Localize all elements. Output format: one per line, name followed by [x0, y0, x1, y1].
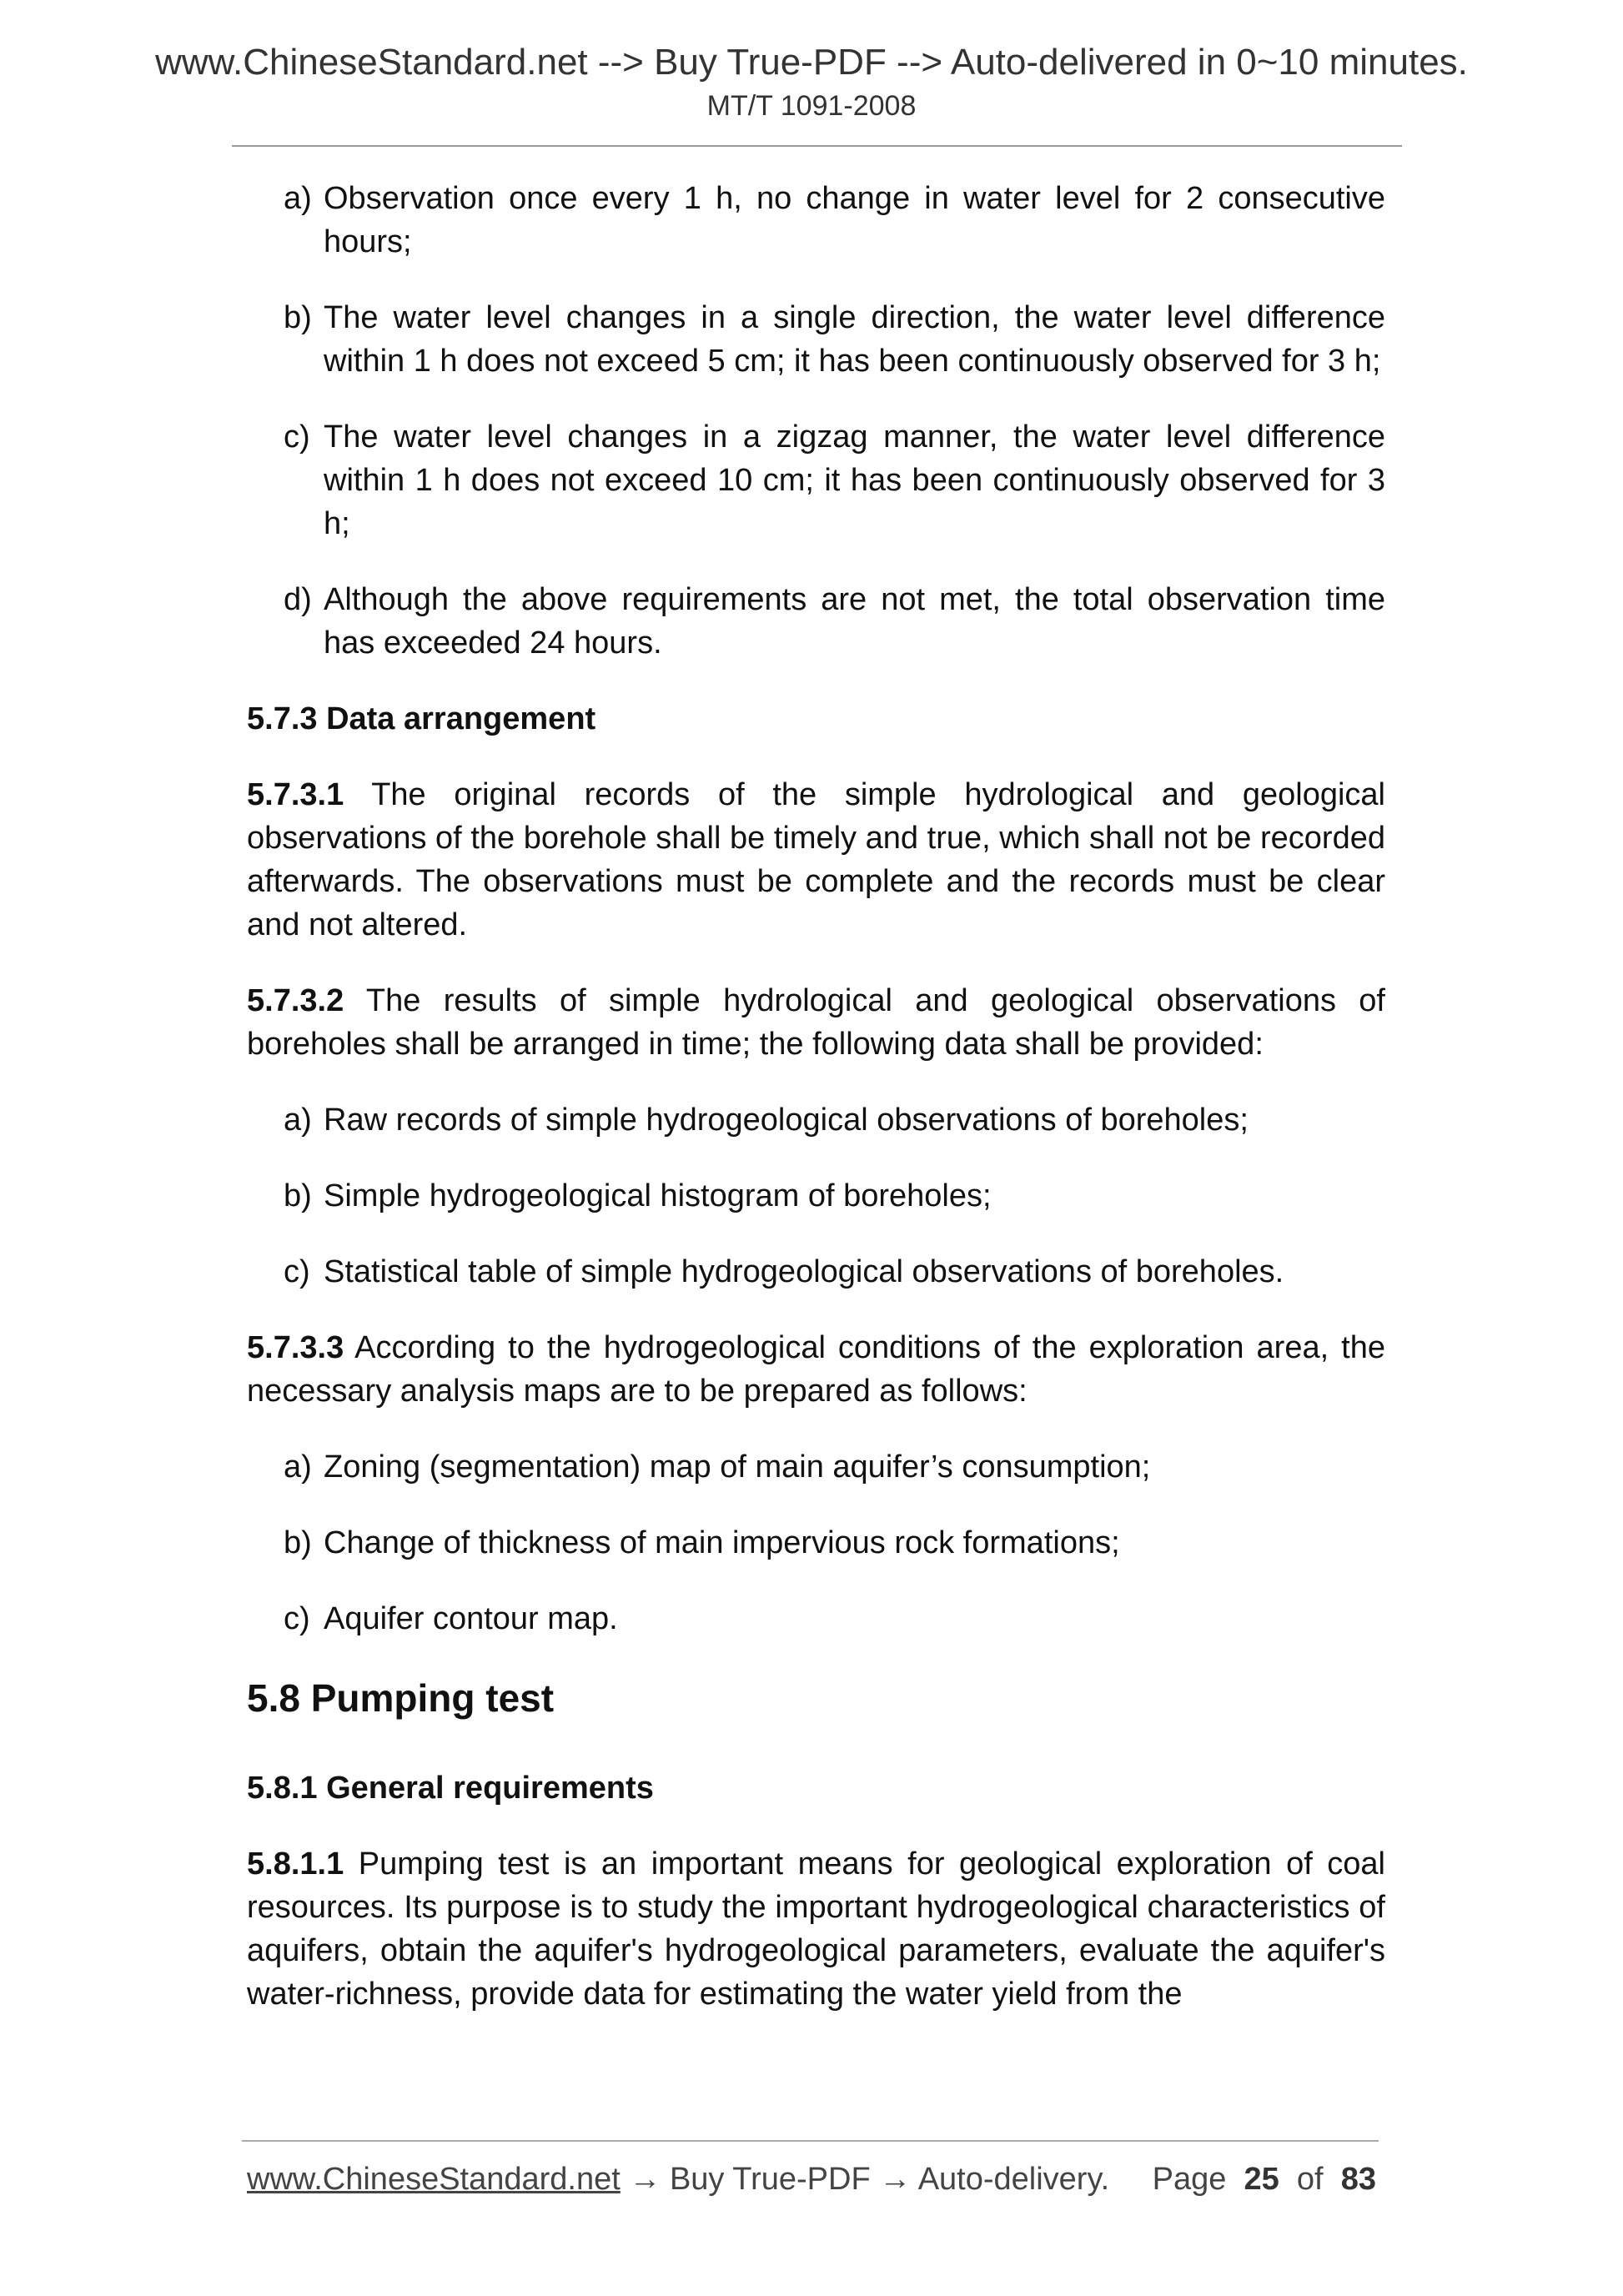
- list-item: [247, 1445, 1385, 1489]
- list-label: c): [284, 420, 310, 455]
- clause-text: According to the hydrogeological conditions of the exploration area, the necessary analysis maps are to be prepared as follows:: [247, 1330, 1385, 1409]
- list-text: The water level changes in a zigzag manner, the water level difference within 1 h does not exceed 10 cm; it has been continuously observed for 3 h;: [324, 420, 1385, 541]
- clause-number: 5.7.3.1: [247, 777, 344, 812]
- list-label: c): [284, 1254, 310, 1289]
- page-total: 83: [1340, 2162, 1376, 2197]
- clause-number: 5.8.1.1: [247, 1846, 344, 1882]
- footer-tagline: → Buy True-PDF → Auto-delivery.: [620, 2162, 1110, 2197]
- section-heading-5-8: 5.8 Pumping test: [247, 1676, 555, 1720]
- list-item: [247, 1098, 1385, 1142]
- clause-text: Pumping test is an important means for geological exploration of coal resources. Its purpose is to study the important hydrogeological characteristics of aquifers, obtain the aquifer's hydrogeological parameters, evaluate the aquifer's water-richness, provide data for estimating the water yield from the: [247, 1846, 1385, 2012]
- list-text: Aquifer contour map.: [324, 1601, 618, 1636]
- of-word: of: [1296, 2162, 1324, 2197]
- list-label: a): [284, 1103, 312, 1138]
- list-item: [247, 296, 1385, 383]
- clause-5-8-1-1: [247, 1842, 1385, 2016]
- list-text: Zoning (segmentation) map of main aquifer’s consumption;: [324, 1449, 1151, 1485]
- clause-number: 5.7.3.3: [247, 1330, 344, 1365]
- section-heading-5-7-3: 5.7.3 Data arrangement: [247, 701, 596, 736]
- list-text: The water level changes in a single direction, the water level difference within 1 h does not exceed 5 cm; it has been continuously observed for 3 h;: [324, 300, 1385, 379]
- header-site-line: www.ChineseStandard.net --> Buy True-PDF --> Auto-delivered in 0~10 minutes.: [155, 42, 1468, 83]
- footer-divider: [242, 2140, 1379, 2142]
- clause-text: The original records of the simple hydrological and geological observations of the borehole shall be timely and true, which shall not be recorded afterwards. The observations must be complete and the records must be clear and not altered.: [247, 777, 1385, 942]
- list-item: [247, 1174, 1385, 1218]
- list-label: d): [284, 582, 312, 617]
- clause-5-7-3-1: [247, 773, 1385, 947]
- list-label: b): [284, 300, 312, 335]
- page-number: 25: [1244, 2162, 1279, 2197]
- list-text: Statistical table of simple hydrogeological observations of boreholes.: [324, 1254, 1284, 1289]
- clause-number: 5.7.3.2: [247, 983, 344, 1018]
- list-text: Raw records of simple hydrogeological observations of boreholes;: [324, 1103, 1249, 1138]
- list-item: [247, 578, 1385, 665]
- standard-code: MT/T 1091-2008: [706, 90, 917, 122]
- clause-5-7-3-3: [247, 1326, 1385, 1413]
- document-body: [247, 177, 1385, 2048]
- section-heading-5-8-1: 5.8.1 General requirements: [247, 1771, 654, 1806]
- list-label: a): [284, 1449, 312, 1485]
- list-label: b): [284, 1178, 312, 1213]
- list-label: b): [284, 1525, 312, 1560]
- clause-text: The results of simple hydrological and geological observations of boreholes shall be arranged in time; the following data shall be provided:: [247, 983, 1385, 1062]
- footer-site-link[interactable]: www.ChineseStandard.net: [247, 2162, 621, 2197]
- list-item: [247, 1597, 1385, 1640]
- list-text: Change of thickness of main impervious rock formations;: [324, 1525, 1120, 1560]
- list-text: Although the above requirements are not met, the total observation time has exceeded 24 hours.: [324, 582, 1385, 661]
- list-item: [247, 177, 1385, 264]
- clause-5-7-3-2: [247, 979, 1385, 1066]
- list-label: a): [284, 181, 312, 216]
- list-text: Simple hydrogeological histogram of boreholes;: [324, 1178, 992, 1213]
- page-word: Page: [1152, 2162, 1227, 2197]
- list-label: c): [284, 1601, 310, 1636]
- page-indicator: [1153, 2162, 1376, 2198]
- list-item: [247, 1250, 1385, 1294]
- list-item: [247, 1521, 1385, 1565]
- footer-left: [247, 2162, 1109, 2198]
- header-divider: [232, 145, 1402, 147]
- list-item: [247, 415, 1385, 545]
- list-text: Observation once every 1 h, no change in water level for 2 consecutive hours;: [324, 181, 1385, 259]
